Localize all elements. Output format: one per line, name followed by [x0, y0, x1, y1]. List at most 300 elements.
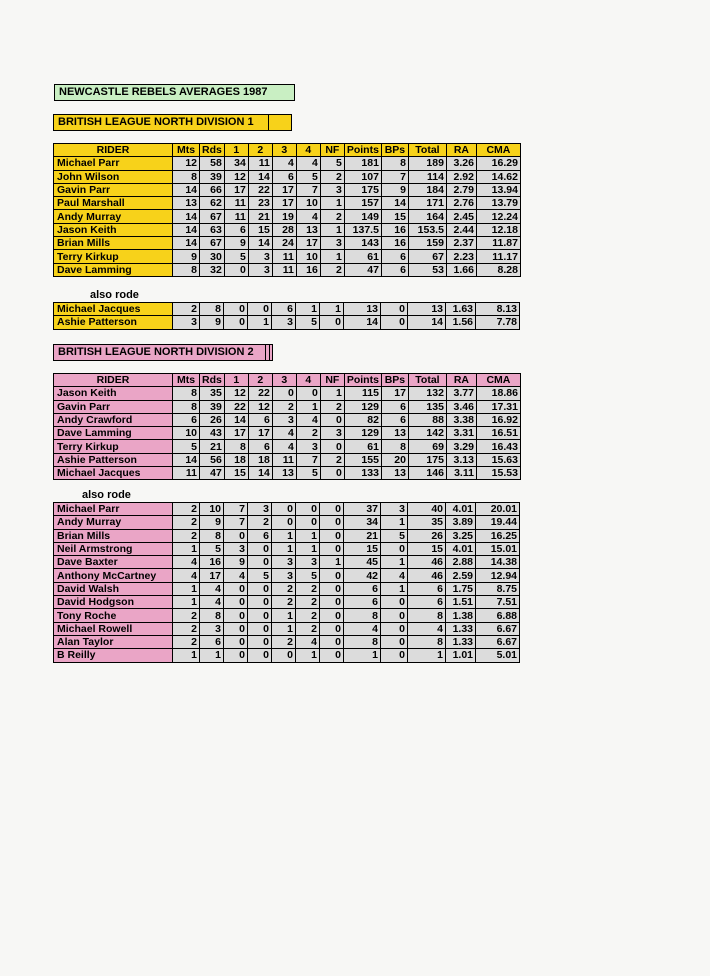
- stat-cell: 16.51: [476, 427, 520, 440]
- stat-cell: 17: [296, 237, 320, 250]
- division-1-title-cell: [268, 114, 292, 131]
- stat-cell: 82: [344, 413, 381, 426]
- table-row: [54, 503, 520, 516]
- stat-cell: 1: [296, 400, 320, 413]
- stat-cell: 0: [272, 649, 296, 662]
- stat-cell: 15: [381, 210, 408, 223]
- stat-cell: 4: [344, 622, 381, 635]
- stat-cell: 12: [248, 400, 272, 413]
- stat-cell: 3: [296, 440, 320, 453]
- stat-cell: 2: [173, 609, 200, 622]
- stat-cell: 0: [224, 263, 248, 276]
- stat-cell: 6: [224, 223, 248, 236]
- stat-cell: 2: [320, 263, 344, 276]
- column-header: BPs: [381, 374, 408, 387]
- stat-cell: 22: [248, 183, 272, 196]
- stat-cell: 3: [272, 316, 296, 329]
- stat-cell: 16: [381, 237, 408, 250]
- stat-cell: 12: [224, 170, 248, 183]
- stat-cell: 2: [272, 596, 296, 609]
- stat-cell: 2: [320, 170, 344, 183]
- stat-cell: 2.23: [446, 250, 476, 263]
- stat-cell: 3.25: [446, 529, 476, 542]
- rider-name: Gavin Parr: [54, 183, 173, 196]
- stat-cell: 47: [344, 263, 381, 276]
- stat-cell: 1: [272, 609, 296, 622]
- stat-cell: 159: [408, 237, 446, 250]
- stat-cell: 6: [344, 582, 381, 595]
- stat-cell: 11: [224, 210, 248, 223]
- stat-cell: 45: [344, 556, 381, 569]
- stat-cell: 9: [381, 183, 408, 196]
- table-row: [54, 649, 520, 662]
- stat-cell: 22: [224, 400, 248, 413]
- table-row: [54, 556, 520, 569]
- stat-cell: 0: [248, 609, 272, 622]
- stat-cell: 1: [320, 387, 344, 400]
- stat-cell: 1: [296, 649, 320, 662]
- stat-cell: 0: [248, 556, 272, 569]
- stat-cell: 5: [296, 467, 320, 480]
- stat-cell: 66: [200, 183, 225, 196]
- stat-cell: 4.01: [446, 542, 476, 555]
- stat-cell: 2: [320, 453, 344, 466]
- column-header: Rds: [200, 374, 225, 387]
- stat-cell: 2.92: [446, 170, 476, 183]
- stat-cell: 3.11: [446, 467, 476, 480]
- stat-cell: 8: [173, 170, 200, 183]
- stat-cell: 4: [224, 569, 248, 582]
- stat-cell: 20: [381, 453, 408, 466]
- stat-cell: 11: [272, 453, 296, 466]
- stat-cell: 2: [272, 635, 296, 648]
- stat-cell: 3: [200, 622, 224, 635]
- column-header: 1: [224, 144, 248, 157]
- stat-cell: 62: [200, 197, 225, 210]
- rider-name: David Hodgson: [54, 596, 173, 609]
- stat-cell: 14: [248, 170, 272, 183]
- stat-cell: 129: [344, 400, 381, 413]
- table-row: [54, 413, 521, 426]
- table-row: [54, 157, 521, 170]
- stat-cell: 67: [200, 237, 225, 250]
- stat-cell: 4: [272, 157, 296, 170]
- division-2-table: [53, 373, 521, 480]
- stat-cell: 16.29: [476, 157, 520, 170]
- column-header: RA: [446, 144, 476, 157]
- stat-cell: 2: [173, 516, 200, 529]
- stat-cell: 1: [320, 250, 344, 263]
- rider-name: Anthony McCartney: [54, 569, 173, 582]
- rider-name: John Wilson: [54, 170, 173, 183]
- stat-cell: 23: [248, 197, 272, 210]
- stat-cell: 16.25: [476, 529, 520, 542]
- stat-cell: 20.01: [476, 503, 520, 516]
- stat-cell: 9: [224, 237, 248, 250]
- table-row: [54, 237, 521, 250]
- table-row: [54, 609, 520, 622]
- stat-cell: 2: [173, 303, 200, 316]
- rider-name: Dave Lamming: [54, 427, 173, 440]
- stat-cell: 8: [173, 263, 200, 276]
- stat-cell: 155: [344, 453, 381, 466]
- column-header: 4: [296, 144, 320, 157]
- page-title: NEWCASTLE REBELS AVERAGES 1987: [54, 84, 295, 101]
- stat-cell: 17: [200, 569, 224, 582]
- stat-cell: 5: [296, 170, 320, 183]
- stat-cell: 8.28: [476, 263, 520, 276]
- table-row: [54, 250, 521, 263]
- stat-cell: 1.38: [446, 609, 476, 622]
- stat-cell: 61: [344, 250, 381, 263]
- stat-cell: 2: [272, 582, 296, 595]
- stat-cell: 3: [248, 250, 272, 263]
- stat-cell: 175: [344, 183, 381, 196]
- stat-cell: 137.5: [344, 223, 381, 236]
- stat-cell: 8.13: [476, 303, 520, 316]
- stat-cell: 5: [296, 316, 320, 329]
- stat-cell: 58: [200, 157, 225, 170]
- stat-cell: 0: [320, 529, 344, 542]
- stat-cell: 6: [173, 413, 200, 426]
- stat-cell: 0: [224, 635, 248, 648]
- stat-cell: 0: [381, 596, 408, 609]
- stat-cell: 184: [408, 183, 446, 196]
- stat-cell: 3.31: [446, 427, 476, 440]
- stat-cell: 37: [344, 503, 381, 516]
- table-row: [54, 622, 520, 635]
- column-header: NF: [320, 374, 344, 387]
- stat-cell: 0: [224, 649, 248, 662]
- rider-name: David Walsh: [54, 582, 173, 595]
- stat-cell: 2.76: [446, 197, 476, 210]
- stat-cell: 18.86: [476, 387, 520, 400]
- stat-cell: 7.78: [476, 316, 520, 329]
- table-row: [54, 183, 521, 196]
- stat-cell: 0: [320, 609, 344, 622]
- rider-name: Brian Mills: [54, 529, 173, 542]
- stat-cell: 0: [224, 622, 248, 635]
- stat-cell: 4: [296, 413, 320, 426]
- stat-cell: 0: [320, 503, 344, 516]
- stat-cell: 6: [408, 582, 446, 595]
- stat-cell: 1: [408, 649, 446, 662]
- stat-cell: 0: [224, 529, 248, 542]
- stat-cell: 8: [200, 609, 224, 622]
- column-header: CMA: [476, 144, 520, 157]
- table-row: [54, 263, 521, 276]
- stat-cell: 3: [248, 263, 272, 276]
- stat-cell: 7.51: [476, 596, 520, 609]
- stat-cell: 47: [200, 467, 225, 480]
- stat-cell: 42: [344, 569, 381, 582]
- stat-cell: 2.88: [446, 556, 476, 569]
- stat-cell: 26: [200, 413, 225, 426]
- stat-cell: 1: [296, 542, 320, 555]
- table-row: [54, 596, 520, 609]
- stat-cell: 8: [344, 609, 381, 622]
- stat-cell: 16.43: [476, 440, 520, 453]
- stat-cell: 11: [272, 250, 296, 263]
- stat-cell: 15: [344, 542, 381, 555]
- column-header: 2: [248, 144, 272, 157]
- stat-cell: 7: [381, 170, 408, 183]
- stat-cell: 6: [248, 440, 272, 453]
- rider-name: Alan Taylor: [54, 635, 173, 648]
- stat-cell: 0: [381, 609, 408, 622]
- rider-name: Tony Roche: [54, 609, 173, 622]
- table-row: [54, 529, 520, 542]
- column-header: 4: [296, 374, 320, 387]
- stat-cell: 15.63: [476, 453, 520, 466]
- stat-cell: 8: [173, 387, 200, 400]
- stat-cell: 115: [344, 387, 381, 400]
- column-header: Mts: [173, 374, 200, 387]
- stat-cell: 34: [344, 516, 381, 529]
- stat-cell: 35: [408, 516, 446, 529]
- stat-cell: 6: [381, 263, 408, 276]
- stat-cell: 0: [320, 649, 344, 662]
- stat-cell: 3: [296, 556, 320, 569]
- rider-name: Neil Armstrong: [54, 542, 173, 555]
- stat-cell: 0: [296, 503, 320, 516]
- stat-cell: 1: [272, 542, 296, 555]
- stat-cell: 18: [248, 453, 272, 466]
- stat-cell: 3: [173, 316, 200, 329]
- column-header: RIDER: [54, 144, 173, 157]
- stat-cell: 19: [272, 210, 296, 223]
- stat-cell: 1: [320, 303, 344, 316]
- header-row: [54, 144, 521, 157]
- stat-cell: 8: [408, 635, 446, 648]
- stat-cell: 32: [200, 263, 225, 276]
- stat-cell: 0: [381, 542, 408, 555]
- stat-cell: 2: [173, 635, 200, 648]
- stat-cell: 7: [296, 183, 320, 196]
- rider-name: Gavin Parr: [54, 400, 173, 413]
- stat-cell: 4: [200, 582, 224, 595]
- rider-name: Andy Murray: [54, 210, 173, 223]
- stat-cell: 2: [173, 622, 200, 635]
- stat-cell: 10: [200, 503, 224, 516]
- stat-cell: 28: [272, 223, 296, 236]
- stat-cell: 14: [173, 223, 200, 236]
- stat-cell: 3: [224, 542, 248, 555]
- stat-cell: 9: [224, 556, 248, 569]
- stat-cell: 0: [320, 635, 344, 648]
- stat-cell: 2: [296, 622, 320, 635]
- stat-cell: 114: [408, 170, 446, 183]
- stat-cell: 1: [173, 542, 200, 555]
- stat-cell: 0: [381, 635, 408, 648]
- stat-cell: 18: [224, 453, 248, 466]
- stat-cell: 6: [272, 170, 296, 183]
- stat-cell: 6: [200, 635, 224, 648]
- table-row: [54, 440, 521, 453]
- stat-cell: 157: [344, 197, 381, 210]
- stat-cell: 12.24: [476, 210, 520, 223]
- stat-cell: 2.79: [446, 183, 476, 196]
- rider-name: Terry Kirkup: [54, 250, 173, 263]
- stat-cell: 9: [173, 250, 200, 263]
- stat-cell: 1: [272, 529, 296, 542]
- rider-name: Michael Parr: [54, 157, 173, 170]
- stat-cell: 5: [248, 569, 272, 582]
- stat-cell: 1: [381, 516, 408, 529]
- table-row: [54, 223, 521, 236]
- division-2-also-rode-label: also rode: [82, 489, 131, 501]
- stat-cell: 3: [272, 556, 296, 569]
- stat-cell: 13: [173, 197, 200, 210]
- stat-cell: 8: [173, 400, 200, 413]
- division-1-title: BRITISH LEAGUE NORTH DIVISION 1: [53, 114, 276, 131]
- stat-cell: 34: [224, 157, 248, 170]
- stat-cell: 0: [248, 622, 272, 635]
- stat-cell: 1: [173, 649, 200, 662]
- stat-cell: 46: [408, 556, 446, 569]
- column-header: Total: [408, 374, 446, 387]
- stat-cell: 1.63: [446, 303, 476, 316]
- stat-cell: 14: [173, 453, 200, 466]
- stat-cell: 15: [408, 542, 446, 555]
- stat-cell: 2.44: [446, 223, 476, 236]
- stat-cell: 17: [272, 183, 296, 196]
- stat-cell: 107: [344, 170, 381, 183]
- stat-cell: 15: [224, 467, 248, 480]
- table-row: [54, 635, 520, 648]
- stat-cell: 0: [320, 582, 344, 595]
- stat-cell: 133: [344, 467, 381, 480]
- stat-cell: 6.88: [476, 609, 520, 622]
- division-1-table: [53, 143, 521, 277]
- stat-cell: 1: [320, 223, 344, 236]
- stat-cell: 11: [248, 157, 272, 170]
- column-header: CMA: [476, 374, 520, 387]
- stat-cell: 26: [408, 529, 446, 542]
- column-header: 1: [224, 374, 248, 387]
- stat-cell: 6: [408, 596, 446, 609]
- stat-cell: 181: [344, 157, 381, 170]
- stat-cell: 4: [296, 210, 320, 223]
- stat-cell: 14: [344, 316, 381, 329]
- stat-cell: 4.01: [446, 503, 476, 516]
- table-row: [54, 316, 520, 329]
- stat-cell: 1: [381, 582, 408, 595]
- stat-cell: 15.53: [476, 467, 520, 480]
- stat-cell: 8: [200, 303, 224, 316]
- stat-cell: 14: [408, 316, 446, 329]
- stat-cell: 7: [224, 516, 248, 529]
- stat-cell: 17: [224, 183, 248, 196]
- stat-cell: 7: [296, 453, 320, 466]
- rider-name: Andy Crawford: [54, 413, 173, 426]
- stat-cell: 4: [200, 596, 224, 609]
- stat-cell: 0: [381, 316, 408, 329]
- stat-cell: 12: [224, 387, 248, 400]
- stat-cell: 175: [408, 453, 446, 466]
- stat-cell: 15: [248, 223, 272, 236]
- stat-cell: 16: [200, 556, 224, 569]
- stat-cell: 10: [296, 250, 320, 263]
- stat-cell: 1: [320, 556, 344, 569]
- stat-cell: 0: [272, 516, 296, 529]
- stat-cell: 4: [296, 635, 320, 648]
- stat-cell: 14: [381, 197, 408, 210]
- stat-cell: 2: [320, 400, 344, 413]
- column-header: BPs: [381, 144, 408, 157]
- stat-cell: 2: [248, 516, 272, 529]
- stat-cell: 40: [408, 503, 446, 516]
- stat-cell: 2.37: [446, 237, 476, 250]
- stat-cell: 1: [381, 556, 408, 569]
- rider-name: Dave Baxter: [54, 556, 173, 569]
- stat-cell: 14.38: [476, 556, 520, 569]
- stat-cell: 6: [344, 596, 381, 609]
- stat-cell: 11: [173, 467, 200, 480]
- stat-cell: 6.67: [476, 635, 520, 648]
- stat-cell: 1.33: [446, 635, 476, 648]
- stat-cell: 3.77: [446, 387, 476, 400]
- stat-cell: 4: [272, 427, 296, 440]
- stat-cell: 12: [173, 157, 200, 170]
- stat-cell: 4: [296, 157, 320, 170]
- stat-cell: 67: [408, 250, 446, 263]
- stat-cell: 3: [381, 503, 408, 516]
- stat-cell: 0: [320, 596, 344, 609]
- stat-cell: 63: [200, 223, 225, 236]
- stat-cell: 132: [408, 387, 446, 400]
- stat-cell: 6: [381, 250, 408, 263]
- stat-cell: 15.01: [476, 542, 520, 555]
- column-header: NF: [320, 144, 344, 157]
- stat-cell: 149: [344, 210, 381, 223]
- stat-cell: 0: [320, 569, 344, 582]
- stat-cell: 0: [224, 596, 248, 609]
- rider-name: Ashie Patterson: [54, 316, 173, 329]
- stat-cell: 1: [296, 303, 320, 316]
- stat-cell: 13: [272, 467, 296, 480]
- table-row: [54, 467, 521, 480]
- stat-cell: 2: [272, 400, 296, 413]
- stat-cell: 6: [248, 529, 272, 542]
- stat-cell: 46: [408, 569, 446, 582]
- stat-cell: 0: [381, 622, 408, 635]
- stat-cell: 3: [320, 427, 344, 440]
- rider-name: Jason Keith: [54, 223, 173, 236]
- stat-cell: 21: [344, 529, 381, 542]
- stat-cell: 3: [272, 569, 296, 582]
- stat-cell: 9: [200, 516, 224, 529]
- table-row: [54, 582, 520, 595]
- stat-cell: 0: [224, 303, 248, 316]
- stat-cell: 0: [320, 467, 344, 480]
- stat-cell: 0: [248, 596, 272, 609]
- column-header: Total: [408, 144, 446, 157]
- stat-cell: 3.26: [446, 157, 476, 170]
- rider-name: Paul Marshall: [54, 197, 173, 210]
- division-2-also-rode-table: [53, 502, 520, 663]
- stat-cell: 129: [344, 427, 381, 440]
- stat-cell: 8.75: [476, 582, 520, 595]
- stat-cell: 0: [320, 542, 344, 555]
- division-2-title-cell: [265, 344, 270, 361]
- stat-cell: 3.38: [446, 413, 476, 426]
- stat-cell: 14: [248, 467, 272, 480]
- stat-cell: 8: [200, 529, 224, 542]
- stat-cell: 10: [173, 427, 200, 440]
- rider-name: Michael Parr: [54, 503, 173, 516]
- stat-cell: 5: [381, 529, 408, 542]
